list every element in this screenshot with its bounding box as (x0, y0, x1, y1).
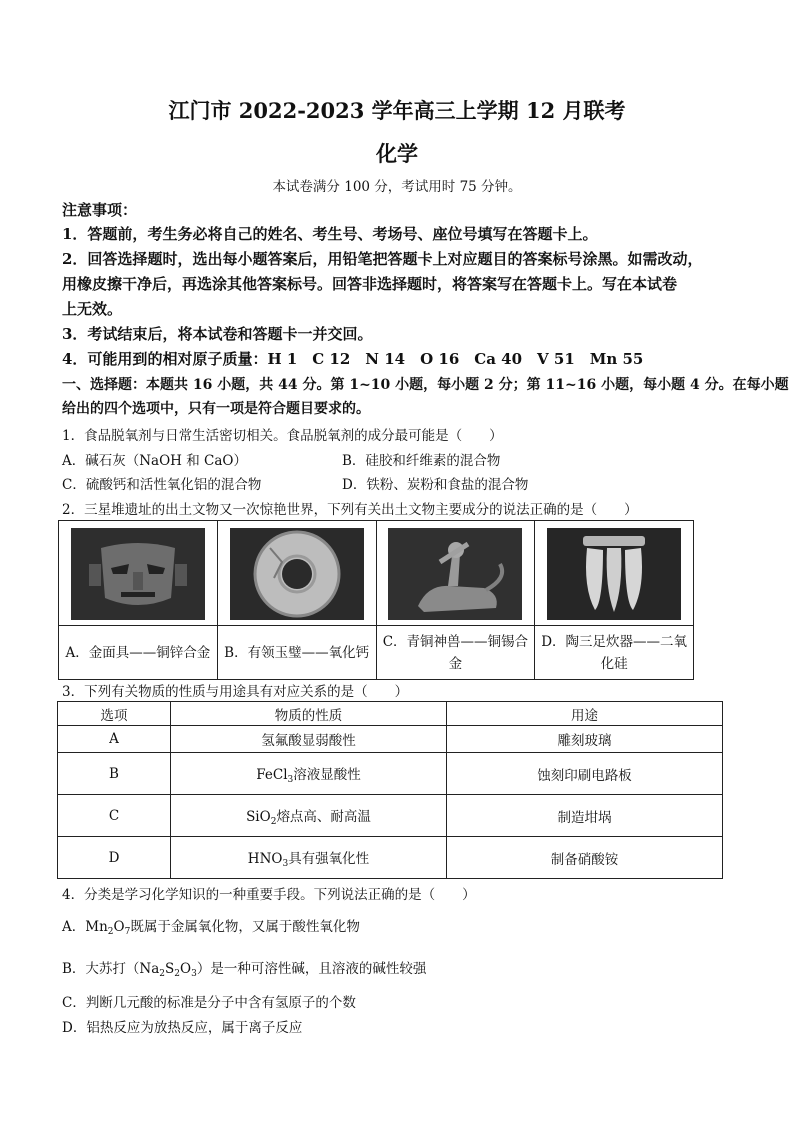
q2-option-d: D．陶三足炊器——二氧化硅 (535, 626, 694, 680)
q3-row-c-use: 制造坩埚 (447, 795, 723, 837)
note-1: 1．答题前，考生务必将自己的姓名、考生号、考场号、座位号填写在答题卡上。 (62, 225, 598, 243)
q3-row-d-property: $HNO_3$具有强氧化性 (171, 837, 447, 879)
note-2-line1: 2．回答选择题时，选出每小题答案后，用铅笔把答题卡上对应题目的答案标号涂黑。如需改动， (62, 250, 703, 268)
q1-stem: 1．食品脱氧剂与日常生活密切相关。食品脱氧剂的成分最可能是（ ） (62, 428, 503, 444)
q3-row-a-use: 雕刻玻璃 (447, 726, 723, 753)
q2-image-cell-b (217, 521, 376, 626)
q1-option-c: C．硫酸钙和活性氧化铝的混合物 (62, 477, 262, 493)
q2-image-cell-a (59, 521, 218, 626)
section-heading-line2: 给出的四个选项中，只有一项是符合题目要求的。 (62, 401, 370, 417)
q1-option-b: B．硅胶和纤维素的混合物 (342, 453, 501, 469)
q3-table-header (58, 702, 723, 726)
notes-heading: 注意事项： (62, 201, 138, 219)
q3-header-option: 选项 (58, 702, 171, 726)
table-row (58, 795, 723, 837)
q3-row-c-property: SiO$_2$熔点高、耐高温 (171, 795, 447, 837)
q3-row-a-option: A (58, 726, 171, 753)
q3-row-b-option: B (58, 753, 171, 795)
bronze-beast-photo (388, 528, 522, 620)
q2-image-cell-d (535, 521, 694, 626)
q2-stem: 2．三星堆遗址的出土文物又一次惊艳世界，下列有关出土文物主要成分的说法正确的是（ ） (62, 502, 638, 518)
q3-row-d-use: 制备硝酸铵 (447, 837, 723, 879)
pottery-tripod-photo (547, 528, 681, 620)
q2-option-c: C．青铜神兽——铜锡合金 (376, 626, 535, 680)
q2-image-table (58, 520, 694, 680)
q3-row-c-option: C (58, 795, 171, 837)
q3-header-use: 用途 (447, 702, 723, 726)
q3-row-b-property: FeCl$_3$溶液显酸性 (171, 753, 447, 795)
gold-mask-photo (71, 528, 205, 620)
q3-row-d-option: D (58, 837, 171, 879)
q3-row-b-use: 蚀刻印刷电路板 (447, 753, 723, 795)
subject-title: 化学 (376, 141, 418, 166)
q3-stem: 3．下列有关物质的性质与用途具有对应关系的是（ ） (62, 684, 409, 700)
q1-option-a: A．碱石灰（NaOH 和 CaO） (62, 453, 247, 469)
table-row (58, 837, 723, 879)
note-2-line2: 用橡皮擦干净后，再选涂其他答案标号。回答非选择题时，将答案写在答题卡上。写在本试卷 (62, 275, 678, 293)
q2-image-cell-c (376, 521, 535, 626)
q4-option-d: D．铝热反应为放热反应，属于离子反应 (62, 1020, 303, 1036)
table-row (58, 753, 723, 795)
exam-info: 本试卷满分 100 分，考试用时 75 分钟。 (272, 179, 522, 195)
section-heading-line1: 一、选择题：本题共 16 小题，共 44 分。第 1~10 小题，每小题 2 分；第 11~16 小题，每小题 4 分。在每小题 (62, 377, 789, 393)
note-4: 4．可能用到的相对原子质量：H 1 C 12 N 14 O 16 Ca 40 V 51 Mn 55 (62, 350, 644, 368)
q2-option-a: A．金面具——铜锌合金 (59, 626, 218, 680)
q3-header-property: 物质的性质 (171, 702, 447, 726)
note-3: 3．考试结束后，将本试卷和答题卡一并交回。 (62, 325, 373, 343)
q4-stem: 4．分类是学习化学知识的一种重要手段。下列说法正确的是（ ） (62, 887, 476, 903)
exam-title: 江门市 2022-2023 学年高三上学期 12 月联考 (168, 98, 626, 123)
q4-option-a: A．$Mn_2O_7$既属于金属氧化物，又属于酸性氧化物 (62, 919, 360, 937)
q2-option-b: B．有领玉璧——氧化钙 (217, 626, 376, 680)
q3-table (57, 701, 723, 879)
q1-option-d: D．铁粉、炭粉和食盐的混合物 (342, 477, 529, 493)
q3-row-a-property: 氢氟酸显弱酸性 (171, 726, 447, 753)
note-2-line3: 上无效。 (62, 300, 123, 318)
q4-option-c: C．判断几元酸的标准是分子中含有氢原子的个数 (62, 995, 356, 1011)
q4-option-b: B．大苏打$(Na_2S_2O_3)$是一种可溶性碱，且溶液的碱性较强 (62, 961, 427, 979)
jade-disc-photo (230, 528, 364, 620)
table-row (58, 726, 723, 753)
